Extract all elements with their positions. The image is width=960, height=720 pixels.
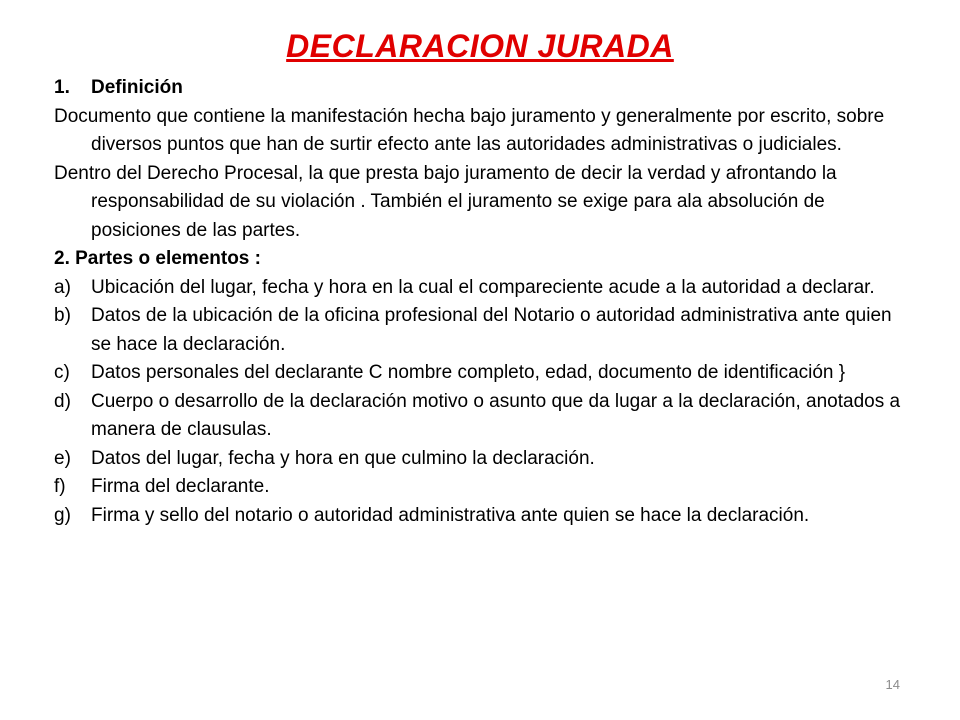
definition-paragraph-2: Dentro del Derecho Procesal, la que presta bajo juramento de decir la verdad y afrontando la responsabilidad de su violación . También el juramento se exige para ala absolución de posiciones de las partes. (54, 162, 837, 241)
list-marker: b) (54, 305, 71, 326)
list-item (54, 302, 914, 359)
section-1-number: 1. (54, 77, 70, 98)
page-number: 14 (885, 677, 900, 692)
list-marker: f) (54, 476, 66, 497)
list-item-text: Firma y sello del notario o autoridad administrativa ante quien se hace la declaración. (91, 504, 810, 526)
list-item (54, 359, 914, 388)
list-marker: a) (54, 276, 71, 298)
section-1-title: Definición (91, 77, 183, 98)
list-marker: e) (54, 447, 71, 469)
list-item (54, 502, 914, 531)
section-2-heading: 2. Partes o elementos : (54, 248, 261, 269)
list-item (54, 445, 914, 474)
list-item-text: Datos del lugar, fecha y hora en que culmino la declaración. (91, 447, 595, 469)
list-item (54, 473, 914, 502)
list-item-text: Firma del declarante. (91, 476, 270, 497)
list-item-text: Datos personales del declarante C nombre completo, edad, documento de identificación } (91, 362, 846, 383)
list-item-text: Cuerpo o desarrollo de la declaración motivo o asunto que da lugar a la declaración, anotados a manera de clausulas. (91, 390, 901, 440)
list-item (54, 274, 914, 303)
list-marker: c) (54, 362, 70, 383)
list-marker: g) (54, 504, 71, 526)
definition-paragraph-1: Documento que contiene la manifestación hecha bajo juramento y generalmente por escrito, sobre diversos puntos que han de surtir efecto ante las autoridades administrativas o judiciales. (54, 105, 885, 155)
list-marker: d) (54, 390, 71, 412)
list-item-text: Ubicación del lugar, fecha y hora en la cual el compareciente acude a la autoridad a declarar. (91, 276, 875, 298)
section-1-heading (54, 74, 914, 103)
list-item (54, 388, 914, 445)
list-item-text: Datos de la ubicación de la oficina profesional del Notario o autoridad administrativa ante quien se hace la declaración. (91, 305, 892, 355)
page-title: DECLARACION JURADA (286, 28, 674, 64)
slide-content (54, 74, 914, 530)
